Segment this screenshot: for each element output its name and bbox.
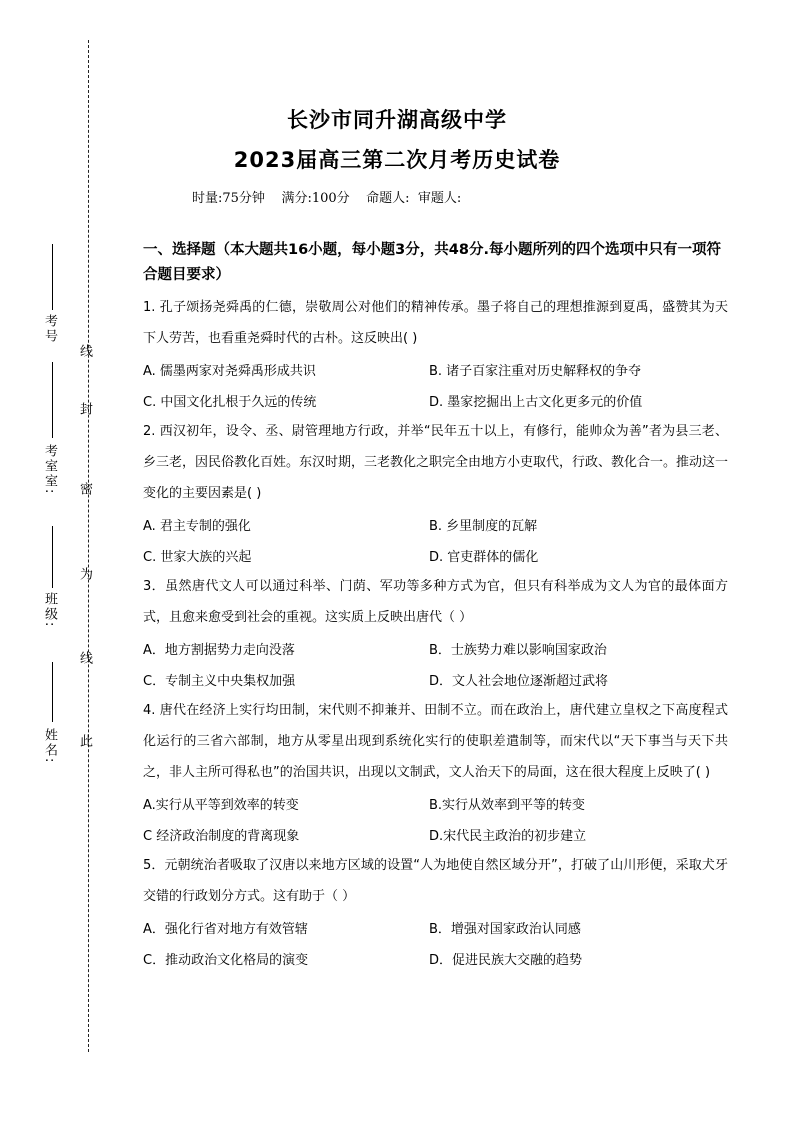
question-3 bbox=[143, 571, 728, 695]
blank-line-name bbox=[52, 662, 53, 722]
seal-char: 线 bbox=[77, 344, 92, 359]
option-b: B．增强对国家政治认同感 bbox=[429, 922, 581, 937]
label-class: 班级: bbox=[42, 592, 57, 629]
option-c: C．专制主义中央集权加强 bbox=[143, 674, 296, 689]
option-d: D．文人社会地位逐渐超过武将 bbox=[429, 674, 609, 689]
label-exam-room: 考室室: bbox=[42, 444, 57, 496]
seal-char: 线 bbox=[77, 651, 92, 666]
seal-char: 封 bbox=[77, 402, 92, 417]
option-d: D.宋代民主政治的初步建立 bbox=[429, 829, 587, 844]
exam-title: 2023届高三第二次月考历史试卷 bbox=[233, 148, 561, 172]
question-stem: 1. 孔子颂扬尧舜禹的仁德，崇敬周公对他们的精神传承。墨子将自己的理想推源到夏禹，盛赞其为天下人劳苦，也看重尧舜时代的古朴。这反映出( ) bbox=[143, 300, 728, 346]
option-a: A. 君主专制的强化 bbox=[143, 519, 251, 534]
option-d: D. 官吏群体的儒化 bbox=[429, 550, 539, 565]
blank-line-exam-room bbox=[52, 362, 53, 438]
option-a: A. 儒墨两家对尧舜禹形成共识 bbox=[143, 364, 316, 379]
seal-char: 为 bbox=[77, 567, 92, 582]
question-stem: 5．元朝统治者吸取了汉唐以来地方区域的设置“人为地使自然区域分开”，打破了山川形便，采取犬牙交错的行政划分方式。这有助于（ ） bbox=[143, 858, 728, 904]
school-title: 长沙市同升湖高级中学 bbox=[287, 108, 507, 132]
option-c: C．推动政治文化格局的演变 bbox=[143, 953, 309, 968]
option-a: A．强化行省对地方有效管辖 bbox=[143, 922, 308, 937]
question-stem: 2. 西汉初年，设令、丞、尉管理地方行政，并举“民年五十以上，有修行，能帅众为善”者为县三老、乡三老，因民俗教化百姓。东汉时期，三老教化之职完全由地方小吏取代，行政、教化合一。推动这一变化的主要因素是( ) bbox=[143, 424, 729, 501]
option-b: B. 乡里制度的瓦解 bbox=[429, 519, 538, 534]
exam-meta: 时量:75分钟 满分:100分 命题人: 审题人: bbox=[192, 191, 462, 206]
option-a: A.实行从平等到效率的转变 bbox=[143, 798, 299, 813]
label-name: 姓名: bbox=[42, 728, 57, 765]
label-exam-number: 考号 bbox=[42, 314, 57, 344]
blank-line-class bbox=[52, 526, 53, 588]
question-stem: 3．虽然唐代文人可以通过科举、门荫、军功等多种方式为官，但只有科举成为文人为官的最体面方式，且愈来愈受到社会的重视。这实质上反映出唐代（ ） bbox=[143, 579, 728, 625]
option-d: D．促进民族大交融的趋势 bbox=[429, 953, 583, 968]
question-5 bbox=[143, 850, 728, 974]
question-list bbox=[143, 292, 728, 974]
option-c: C. 世家大族的兴起 bbox=[143, 550, 252, 565]
question-2 bbox=[143, 416, 728, 571]
option-c: C 经济政治制度的背离现象 bbox=[143, 829, 300, 844]
option-c: C. 中国文化扎根于久远的传统 bbox=[143, 395, 317, 410]
question-4 bbox=[143, 695, 728, 850]
question-1 bbox=[143, 292, 728, 416]
section-heading: 一、选择题（本大题共16小题，每小题3分，共48分.每小题所列的四个选项中只有一项符合题目要求） bbox=[143, 242, 721, 283]
option-d: D. 墨家挖掘出上古文化更多元的价值 bbox=[429, 395, 643, 410]
option-b: B．士族势力难以影响国家政治 bbox=[429, 643, 607, 658]
option-b: B.实行从效率到平等的转变 bbox=[429, 798, 586, 813]
seal-char: 密 bbox=[77, 482, 92, 497]
option-a: A．地方割据势力走向没落 bbox=[143, 643, 295, 658]
binding-dashed-line bbox=[88, 40, 89, 1052]
blank-line-exam-number bbox=[52, 244, 53, 310]
question-stem: 4. 唐代在经济上实行均田制，宋代则不抑兼并、田制不立。而在政治上，唐代建立皇权之下高度程式化运行的三省六部制，地方从零星出现到系统化实行的使职差遣制等，而宋代以“天下事当与天下共之，非人主所可得私也”的治国共识，出现以文制武，文人治天下的局面，这在很大程度上反映了( ) bbox=[143, 703, 728, 780]
option-b: B. 诸子百家注重对历史解释权的争夺 bbox=[429, 364, 642, 379]
seal-char: 此 bbox=[77, 734, 92, 749]
